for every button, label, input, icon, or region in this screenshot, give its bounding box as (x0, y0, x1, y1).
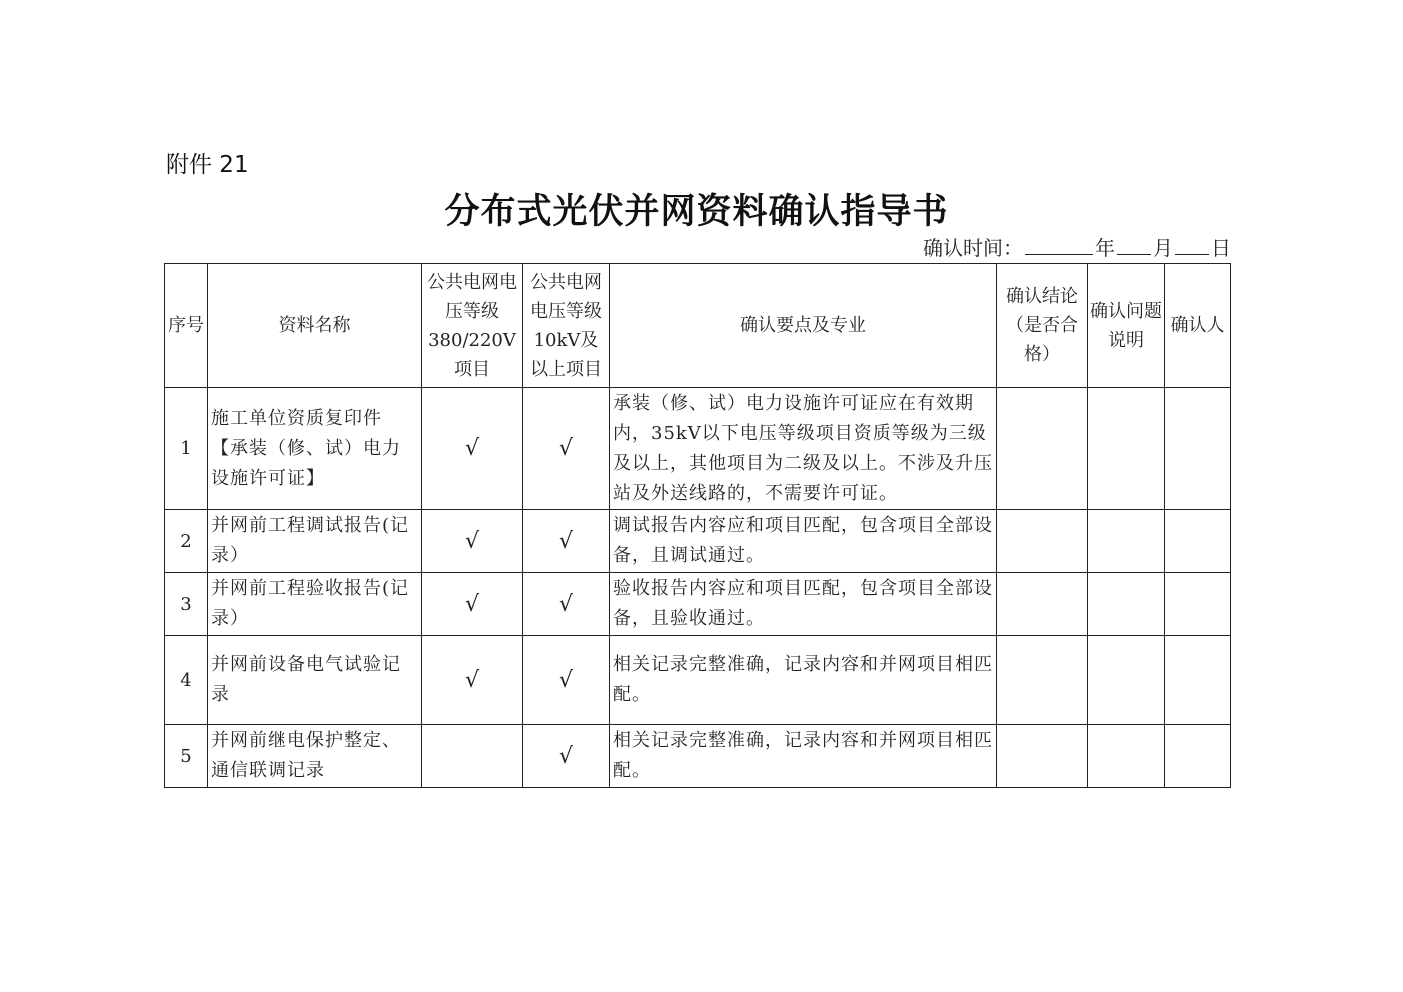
conclusion-cell[interactable] (997, 636, 1088, 725)
confirmation-points: 验收报告内容应和项目匹配，包含项目全部设备，且验收通过。 (610, 573, 997, 636)
confirmer-cell[interactable] (1165, 510, 1231, 573)
issues-cell[interactable] (1088, 725, 1165, 788)
header-points: 确认要点及专业 (610, 264, 997, 388)
year-blank[interactable] (1025, 234, 1093, 255)
month-blank[interactable] (1117, 234, 1151, 255)
header-high-voltage: 公共电网电压等级10kV及以上项目 (523, 264, 610, 388)
table-row (165, 636, 1231, 725)
conclusion-cell[interactable] (997, 510, 1088, 573)
issues-cell[interactable] (1088, 636, 1165, 725)
confirmation-points: 相关记录完整准确，记录内容和并网项目相匹配。 (610, 725, 997, 788)
row-number: 2 (165, 510, 208, 573)
row-number: 1 (165, 388, 208, 510)
low-voltage-check: √ (422, 510, 523, 573)
issues-cell[interactable] (1088, 388, 1165, 510)
low-voltage-check: √ (422, 388, 523, 510)
low-voltage-check (422, 725, 523, 788)
confirmer-cell[interactable] (1165, 388, 1231, 510)
row-number: 5 (165, 725, 208, 788)
header-name: 资料名称 (208, 264, 422, 388)
confirmation-table (164, 263, 1231, 788)
confirmer-cell[interactable] (1165, 725, 1231, 788)
high-voltage-check: √ (523, 725, 610, 788)
table-row (165, 388, 1231, 510)
document-name: 并网前工程验收报告(记录） (208, 573, 422, 636)
document-name: 并网前工程调试报告(记录） (208, 510, 422, 573)
low-voltage-check: √ (422, 573, 523, 636)
row-number: 3 (165, 573, 208, 636)
document-title: 分布式光伏并网资料确认指导书 (444, 191, 949, 232)
header-low-voltage: 公共电网电压等级380/220V项目 (422, 264, 523, 388)
year-label: 年 (1095, 236, 1115, 260)
confirmer-cell[interactable] (1165, 573, 1231, 636)
attachment-label: 附件 21 (166, 152, 249, 178)
table-row (165, 510, 1231, 573)
high-voltage-check: √ (523, 388, 610, 510)
document-name: 并网前设备电气试验记录 (208, 636, 422, 725)
low-voltage-check: √ (422, 636, 523, 725)
day-blank[interactable] (1175, 234, 1209, 255)
issues-cell[interactable] (1088, 510, 1165, 573)
conclusion-cell[interactable] (997, 388, 1088, 510)
day-label: 日 (1211, 236, 1231, 260)
issues-cell[interactable] (1088, 573, 1165, 636)
conclusion-cell[interactable] (997, 725, 1088, 788)
date-prefix: 确认时间： (923, 236, 1023, 260)
header-issues: 确认问题说明 (1088, 264, 1165, 388)
header-conclusion: 确认结论（是否合格） (997, 264, 1088, 388)
row-number: 4 (165, 636, 208, 725)
confirmation-date-line (923, 232, 1231, 261)
header-seq: 序号 (165, 264, 208, 388)
header-confirmer: 确认人 (1165, 264, 1231, 388)
table-row (165, 725, 1231, 788)
confirmation-points: 承装（修、试）电力设施许可证应在有效期内，35kV以下电压等级项目资质等级为三级及以上，其他项目为二级及以上。不涉及升压站及外送线路的，不需要许可证。 (610, 388, 997, 510)
confirmation-points: 相关记录完整准确，记录内容和并网项目相匹配。 (610, 636, 997, 725)
header-row (165, 264, 1231, 388)
confirmation-points: 调试报告内容应和项目匹配，包含项目全部设备，且调试通过。 (610, 510, 997, 573)
conclusion-cell[interactable] (997, 573, 1088, 636)
document-name: 施工单位资质复印件【承装（修、试）电力设施许可证】 (208, 388, 422, 510)
table-row (165, 573, 1231, 636)
confirmer-cell[interactable] (1165, 636, 1231, 725)
month-label: 月 (1153, 236, 1173, 260)
high-voltage-check: √ (523, 510, 610, 573)
document-name: 并网前继电保护整定、通信联调记录 (208, 725, 422, 788)
high-voltage-check: √ (523, 573, 610, 636)
high-voltage-check: √ (523, 636, 610, 725)
